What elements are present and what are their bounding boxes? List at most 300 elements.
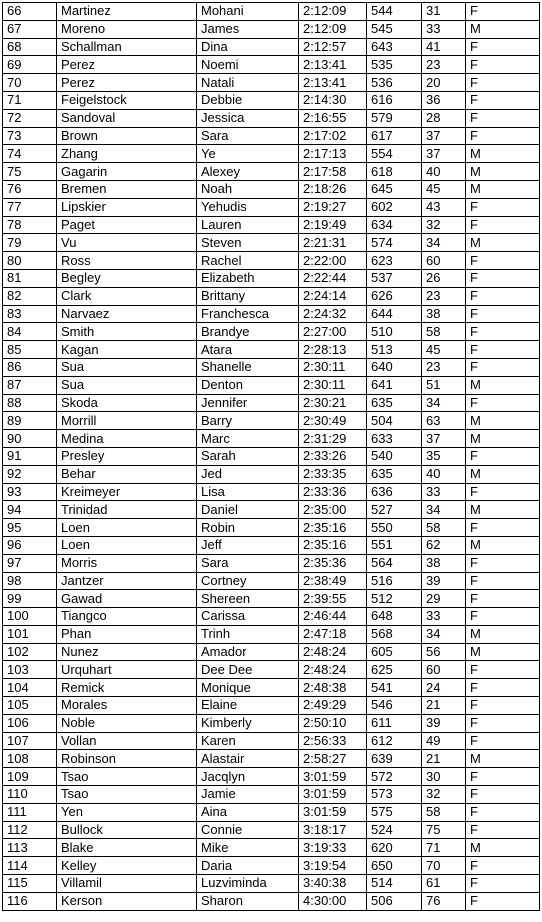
table-row	[3, 465, 540, 483]
time-cell: 3:01:59	[299, 803, 367, 821]
sex-cell: M	[466, 430, 540, 448]
bib-cell: 504	[367, 412, 422, 430]
place-cell: 69	[3, 56, 57, 74]
time-cell: 2:30:21	[299, 394, 367, 412]
age-cell: 51	[422, 376, 466, 394]
sex-cell: F	[466, 572, 540, 590]
age-cell: 60	[422, 252, 466, 270]
table-row	[3, 269, 540, 287]
sex-cell: M	[466, 234, 540, 252]
table-row	[3, 180, 540, 198]
sex-cell: F	[466, 394, 540, 412]
time-cell: 2:35:00	[299, 501, 367, 519]
table-row	[3, 430, 540, 448]
place-cell: 76	[3, 180, 57, 198]
place-cell: 93	[3, 483, 57, 501]
first-name-cell: Mike	[197, 839, 299, 857]
age-cell: 39	[422, 714, 466, 732]
time-cell: 3:40:38	[299, 875, 367, 893]
place-cell: 66	[3, 3, 57, 21]
sex-cell: M	[466, 839, 540, 857]
time-cell: 2:17:02	[299, 127, 367, 145]
sex-cell: F	[466, 287, 540, 305]
place-cell: 71	[3, 91, 57, 109]
bib-cell: 640	[367, 358, 422, 376]
table-row	[3, 376, 540, 394]
bib-cell: 625	[367, 661, 422, 679]
place-cell: 94	[3, 501, 57, 519]
first-name-cell: Kimberly	[197, 714, 299, 732]
last-name-cell: Robinson	[57, 750, 197, 768]
bib-cell: 641	[367, 376, 422, 394]
age-cell: 38	[422, 554, 466, 572]
place-cell: 113	[3, 839, 57, 857]
age-cell: 34	[422, 625, 466, 643]
place-cell: 92	[3, 465, 57, 483]
age-cell: 40	[422, 465, 466, 483]
age-cell: 37	[422, 145, 466, 163]
time-cell: 2:27:00	[299, 323, 367, 341]
bib-cell: 639	[367, 750, 422, 768]
last-name-cell: Phan	[57, 625, 197, 643]
time-cell: 2:12:09	[299, 20, 367, 38]
last-name-cell: Urquhart	[57, 661, 197, 679]
first-name-cell: Robin	[197, 519, 299, 537]
age-cell: 30	[422, 768, 466, 786]
table-row	[3, 519, 540, 537]
last-name-cell: Ross	[57, 252, 197, 270]
bib-cell: 572	[367, 768, 422, 786]
first-name-cell: Alexey	[197, 163, 299, 181]
last-name-cell: Vollan	[57, 732, 197, 750]
place-cell: 82	[3, 287, 57, 305]
time-cell: 2:21:31	[299, 234, 367, 252]
table-row	[3, 608, 540, 626]
table-row	[3, 198, 540, 216]
table-row	[3, 821, 540, 839]
last-name-cell: Smith	[57, 323, 197, 341]
first-name-cell: Noah	[197, 180, 299, 198]
time-cell: 2:17:58	[299, 163, 367, 181]
last-name-cell: Begley	[57, 269, 197, 287]
table-row	[3, 20, 540, 38]
first-name-cell: Trinh	[197, 625, 299, 643]
first-name-cell: Lauren	[197, 216, 299, 234]
place-cell: 75	[3, 163, 57, 181]
age-cell: 20	[422, 74, 466, 92]
age-cell: 33	[422, 20, 466, 38]
time-cell: 2:58:27	[299, 750, 367, 768]
sex-cell: F	[466, 216, 540, 234]
place-cell: 116	[3, 892, 57, 910]
bib-cell: 514	[367, 875, 422, 893]
place-cell: 106	[3, 714, 57, 732]
sex-cell: F	[466, 109, 540, 127]
sex-cell: M	[466, 643, 540, 661]
first-name-cell: Daniel	[197, 501, 299, 519]
place-cell: 74	[3, 145, 57, 163]
last-name-cell: Brown	[57, 127, 197, 145]
age-cell: 36	[422, 91, 466, 109]
last-name-cell: Lipskier	[57, 198, 197, 216]
sex-cell: F	[466, 358, 540, 376]
time-cell: 2:19:49	[299, 216, 367, 234]
sex-cell: F	[466, 447, 540, 465]
age-cell: 32	[422, 216, 466, 234]
last-name-cell: Bullock	[57, 821, 197, 839]
table-row	[3, 768, 540, 786]
table-row	[3, 803, 540, 821]
table-row	[3, 109, 540, 127]
table-row	[3, 216, 540, 234]
table-row	[3, 252, 540, 270]
last-name-cell: Kagan	[57, 341, 197, 359]
sex-cell: F	[466, 875, 540, 893]
time-cell: 2:35:16	[299, 536, 367, 554]
table-row	[3, 234, 540, 252]
time-cell: 2:35:36	[299, 554, 367, 572]
place-cell: 107	[3, 732, 57, 750]
bib-cell: 575	[367, 803, 422, 821]
sex-cell: F	[466, 697, 540, 715]
sex-cell: F	[466, 3, 540, 21]
time-cell: 2:33:35	[299, 465, 367, 483]
first-name-cell: Steven	[197, 234, 299, 252]
place-cell: 83	[3, 305, 57, 323]
bib-cell: 643	[367, 38, 422, 56]
bib-cell: 635	[367, 394, 422, 412]
age-cell: 24	[422, 679, 466, 697]
sex-cell: M	[466, 625, 540, 643]
place-cell: 79	[3, 234, 57, 252]
first-name-cell: Aina	[197, 803, 299, 821]
age-cell: 58	[422, 803, 466, 821]
age-cell: 23	[422, 56, 466, 74]
time-cell: 2:56:33	[299, 732, 367, 750]
time-cell: 2:48:24	[299, 661, 367, 679]
time-cell: 2:18:26	[299, 180, 367, 198]
time-cell: 2:30:49	[299, 412, 367, 430]
time-cell: 2:46:44	[299, 608, 367, 626]
time-cell: 2:50:10	[299, 714, 367, 732]
table-row	[3, 323, 540, 341]
sex-cell: F	[466, 483, 540, 501]
table-row	[3, 447, 540, 465]
time-cell: 2:12:57	[299, 38, 367, 56]
age-cell: 31	[422, 3, 466, 21]
table-row	[3, 127, 540, 145]
first-name-cell: Dina	[197, 38, 299, 56]
bib-cell: 618	[367, 163, 422, 181]
sex-cell: F	[466, 768, 540, 786]
age-cell: 45	[422, 341, 466, 359]
bib-cell: 648	[367, 608, 422, 626]
age-cell: 76	[422, 892, 466, 910]
last-name-cell: Nunez	[57, 643, 197, 661]
bib-cell: 524	[367, 821, 422, 839]
first-name-cell: Shereen	[197, 590, 299, 608]
place-cell: 90	[3, 430, 57, 448]
first-name-cell: Jed	[197, 465, 299, 483]
sex-cell: F	[466, 305, 540, 323]
place-cell: 95	[3, 519, 57, 537]
table-row	[3, 625, 540, 643]
time-cell: 3:01:59	[299, 786, 367, 804]
last-name-cell: Schallman	[57, 38, 197, 56]
place-cell: 115	[3, 875, 57, 893]
table-row	[3, 91, 540, 109]
place-cell: 89	[3, 412, 57, 430]
first-name-cell: Jennifer	[197, 394, 299, 412]
sex-cell: M	[466, 376, 540, 394]
bib-cell: 644	[367, 305, 422, 323]
bib-cell: 506	[367, 892, 422, 910]
sex-cell: F	[466, 198, 540, 216]
age-cell: 58	[422, 519, 466, 537]
place-cell: 110	[3, 786, 57, 804]
table-row	[3, 554, 540, 572]
first-name-cell: Alastair	[197, 750, 299, 768]
table-row	[3, 3, 540, 21]
age-cell: 49	[422, 732, 466, 750]
last-name-cell: Tiangco	[57, 608, 197, 626]
place-cell: 86	[3, 358, 57, 376]
age-cell: 37	[422, 430, 466, 448]
first-name-cell: Barry	[197, 412, 299, 430]
last-name-cell: Zhang	[57, 145, 197, 163]
last-name-cell: Moreno	[57, 20, 197, 38]
time-cell: 3:19:54	[299, 857, 367, 875]
age-cell: 39	[422, 572, 466, 590]
first-name-cell: Noemi	[197, 56, 299, 74]
place-cell: 67	[3, 20, 57, 38]
table-row	[3, 56, 540, 74]
table-row	[3, 643, 540, 661]
place-cell: 88	[3, 394, 57, 412]
time-cell: 3:19:33	[299, 839, 367, 857]
age-cell: 45	[422, 180, 466, 198]
place-cell: 105	[3, 697, 57, 715]
place-cell: 104	[3, 679, 57, 697]
first-name-cell: Monique	[197, 679, 299, 697]
last-name-cell: Morales	[57, 697, 197, 715]
first-name-cell: Yehudis	[197, 198, 299, 216]
last-name-cell: Blake	[57, 839, 197, 857]
table-row	[3, 163, 540, 181]
age-cell: 71	[422, 839, 466, 857]
time-cell: 2:47:18	[299, 625, 367, 643]
bib-cell: 605	[367, 643, 422, 661]
bib-cell: 617	[367, 127, 422, 145]
age-cell: 34	[422, 394, 466, 412]
bib-cell: 536	[367, 74, 422, 92]
sex-cell: F	[466, 519, 540, 537]
first-name-cell: Ye	[197, 145, 299, 163]
last-name-cell: Morris	[57, 554, 197, 572]
table-row	[3, 590, 540, 608]
sex-cell: F	[466, 608, 540, 626]
first-name-cell: Atara	[197, 341, 299, 359]
table-row	[3, 536, 540, 554]
bib-cell: 546	[367, 697, 422, 715]
last-name-cell: Perez	[57, 56, 197, 74]
age-cell: 63	[422, 412, 466, 430]
time-cell: 2:28:13	[299, 341, 367, 359]
place-cell: 108	[3, 750, 57, 768]
first-name-cell: Brittany	[197, 287, 299, 305]
time-cell: 2:14:30	[299, 91, 367, 109]
last-name-cell: Presley	[57, 447, 197, 465]
bib-cell: 540	[367, 447, 422, 465]
last-name-cell: Jantzer	[57, 572, 197, 590]
sex-cell: M	[466, 536, 540, 554]
sex-cell: M	[466, 145, 540, 163]
time-cell: 3:01:59	[299, 768, 367, 786]
table-row	[3, 857, 540, 875]
place-cell: 101	[3, 625, 57, 643]
sex-cell: F	[466, 554, 540, 572]
sex-cell: F	[466, 679, 540, 697]
bib-cell: 512	[367, 590, 422, 608]
age-cell: 33	[422, 608, 466, 626]
bib-cell: 612	[367, 732, 422, 750]
first-name-cell: James	[197, 20, 299, 38]
bib-cell: 510	[367, 323, 422, 341]
first-name-cell: Lisa	[197, 483, 299, 501]
first-name-cell: Dee Dee	[197, 661, 299, 679]
sex-cell: F	[466, 341, 540, 359]
place-cell: 112	[3, 821, 57, 839]
age-cell: 40	[422, 163, 466, 181]
table-row	[3, 74, 540, 92]
place-cell: 78	[3, 216, 57, 234]
age-cell: 75	[422, 821, 466, 839]
table-row	[3, 714, 540, 732]
bib-cell: 650	[367, 857, 422, 875]
last-name-cell: Kreimeyer	[57, 483, 197, 501]
place-cell: 91	[3, 447, 57, 465]
bib-cell: 635	[367, 465, 422, 483]
age-cell: 38	[422, 305, 466, 323]
first-name-cell: Franchesca	[197, 305, 299, 323]
last-name-cell: Noble	[57, 714, 197, 732]
first-name-cell: Natali	[197, 74, 299, 92]
time-cell: 2:39:55	[299, 590, 367, 608]
age-cell: 35	[422, 447, 466, 465]
first-name-cell: Debbie	[197, 91, 299, 109]
place-cell: 84	[3, 323, 57, 341]
age-cell: 29	[422, 590, 466, 608]
place-cell: 111	[3, 803, 57, 821]
table-row	[3, 145, 540, 163]
time-cell: 2:33:26	[299, 447, 367, 465]
results-table	[2, 2, 540, 911]
last-name-cell: Tsao	[57, 768, 197, 786]
sex-cell: M	[466, 501, 540, 519]
bib-cell: 545	[367, 20, 422, 38]
place-cell: 98	[3, 572, 57, 590]
last-name-cell: Behar	[57, 465, 197, 483]
first-name-cell: Jessica	[197, 109, 299, 127]
sex-cell: F	[466, 38, 540, 56]
sex-cell: F	[466, 56, 540, 74]
sex-cell: F	[466, 821, 540, 839]
first-name-cell: Mohani	[197, 3, 299, 21]
time-cell: 2:19:27	[299, 198, 367, 216]
last-name-cell: Kerson	[57, 892, 197, 910]
place-cell: 109	[3, 768, 57, 786]
time-cell: 2:24:32	[299, 305, 367, 323]
age-cell: 43	[422, 198, 466, 216]
table-row	[3, 839, 540, 857]
first-name-cell: Rachel	[197, 252, 299, 270]
age-cell: 33	[422, 483, 466, 501]
first-name-cell: Denton	[197, 376, 299, 394]
time-cell: 2:35:16	[299, 519, 367, 537]
age-cell: 41	[422, 38, 466, 56]
last-name-cell: Martinez	[57, 3, 197, 21]
age-cell: 21	[422, 697, 466, 715]
place-cell: 72	[3, 109, 57, 127]
place-cell: 80	[3, 252, 57, 270]
first-name-cell: Jacqlyn	[197, 768, 299, 786]
place-cell: 87	[3, 376, 57, 394]
age-cell: 37	[422, 127, 466, 145]
bib-cell: 537	[367, 269, 422, 287]
sex-cell: F	[466, 269, 540, 287]
table-row	[3, 786, 540, 804]
bib-cell: 551	[367, 536, 422, 554]
results-table-body	[3, 3, 540, 911]
age-cell: 32	[422, 786, 466, 804]
sex-cell: F	[466, 892, 540, 910]
sex-cell: F	[466, 91, 540, 109]
first-name-cell: Sharon	[197, 892, 299, 910]
first-name-cell: Cortney	[197, 572, 299, 590]
table-row	[3, 341, 540, 359]
last-name-cell: Clark	[57, 287, 197, 305]
last-name-cell: Paget	[57, 216, 197, 234]
place-cell: 103	[3, 661, 57, 679]
bib-cell: 634	[367, 216, 422, 234]
first-name-cell: Jamie	[197, 786, 299, 804]
time-cell: 2:22:00	[299, 252, 367, 270]
first-name-cell: Sara	[197, 127, 299, 145]
table-row	[3, 501, 540, 519]
table-row	[3, 394, 540, 412]
place-cell: 73	[3, 127, 57, 145]
bib-cell: 527	[367, 501, 422, 519]
bib-cell: 568	[367, 625, 422, 643]
bib-cell: 516	[367, 572, 422, 590]
place-cell: 81	[3, 269, 57, 287]
table-row	[3, 750, 540, 768]
age-cell: 23	[422, 358, 466, 376]
sex-cell: F	[466, 323, 540, 341]
sex-cell: M	[466, 750, 540, 768]
first-name-cell: Sarah	[197, 447, 299, 465]
time-cell: 2:38:49	[299, 572, 367, 590]
time-cell: 2:48:38	[299, 679, 367, 697]
time-cell: 4:30:00	[299, 892, 367, 910]
sex-cell: M	[466, 412, 540, 430]
first-name-cell: Shanelle	[197, 358, 299, 376]
place-cell: 77	[3, 198, 57, 216]
bib-cell: 623	[367, 252, 422, 270]
sex-cell: M	[466, 180, 540, 198]
bib-cell: 573	[367, 786, 422, 804]
place-cell: 85	[3, 341, 57, 359]
